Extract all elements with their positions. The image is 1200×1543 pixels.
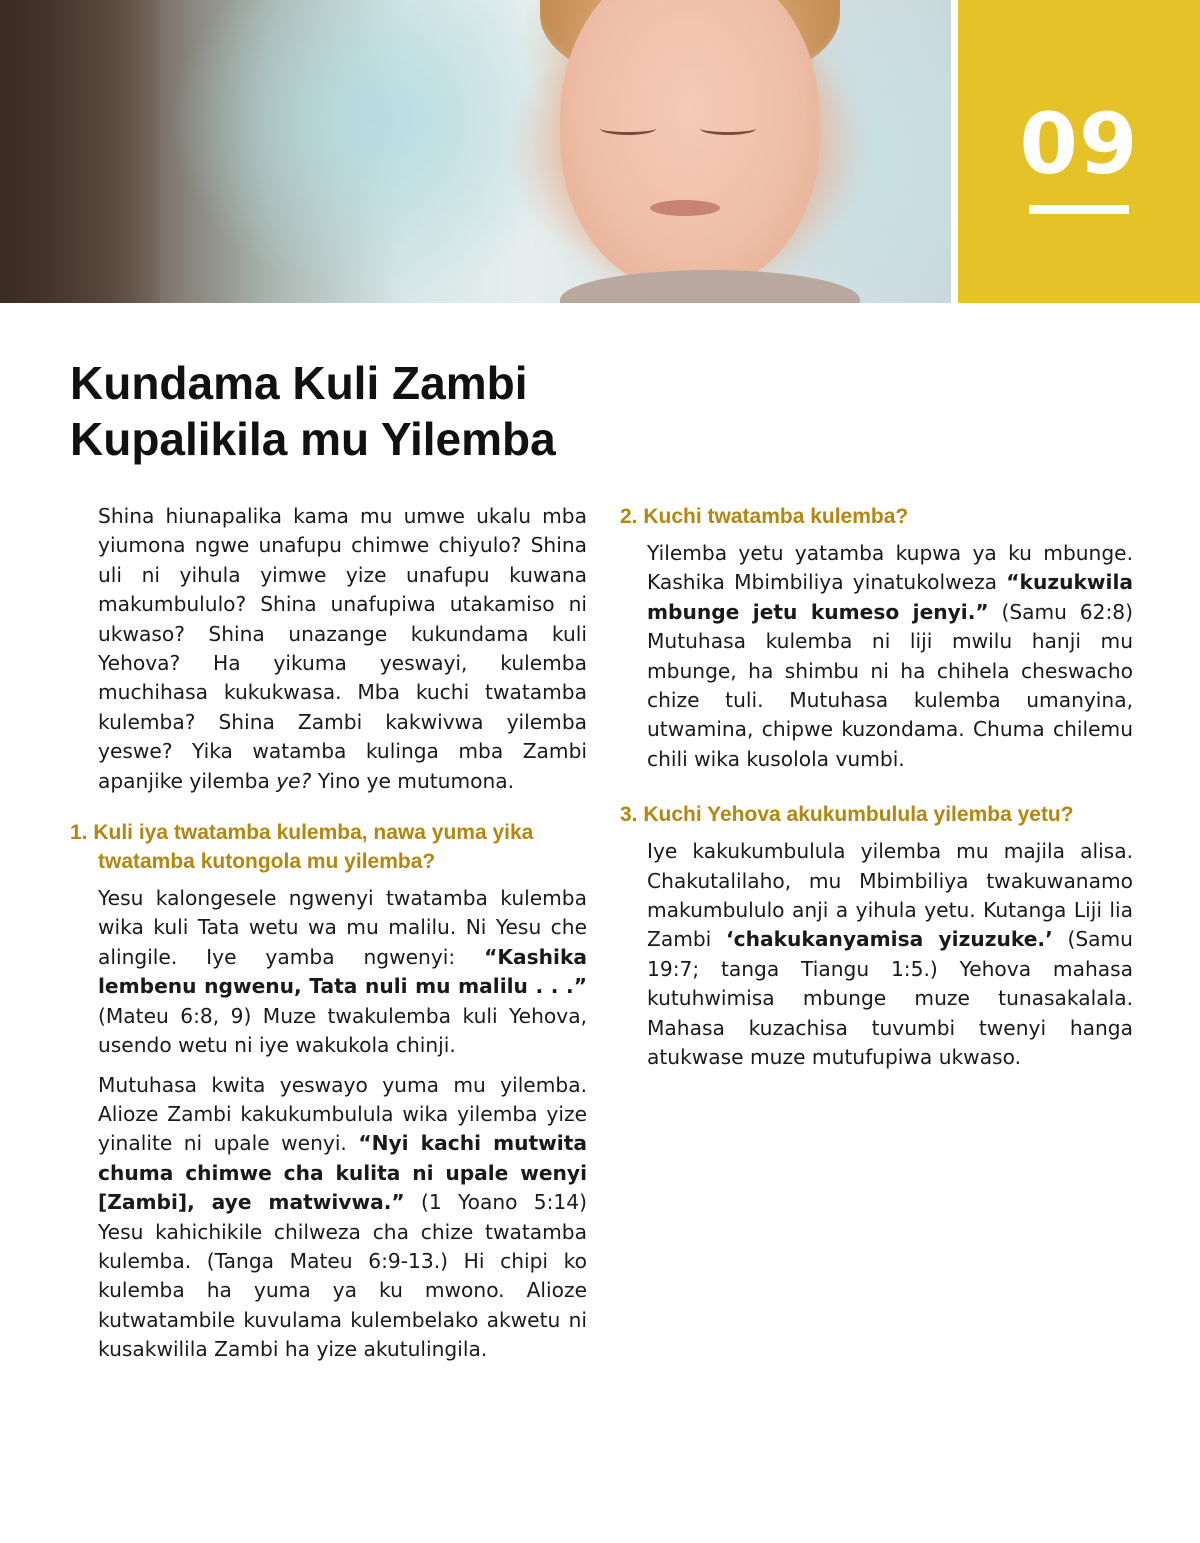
hero-background-blur: [0, 0, 160, 303]
section-1-heading: 1. Kuli iya twatamba kulemba, nawa yuma yika twatamba kutongola mu yilemba?: [70, 821, 534, 874]
text-run: (1 Yoano 5:14) Yesu kahichikile chilweza cha chize twatamba kulemba. (Tanga Mateu 6:9-13.) Hi chipi ko kulemba ha yuma ya ku mwono. Alioze kutwatambile kuvulama kulembelako akwetu ni kusakwilila Zambi ha yize akutulingila.: [98, 1190, 587, 1362]
section-1-paragraph-1: [98, 884, 587, 1060]
text-run: (Samu 62:8) Mutuhasa kulemba ni liji mwilu hanji mu mbunge, ha shimbu ni ha chihela cheswacho chize tuli. Mutuhasa kulemba umanyina, utwamina, chipwe kuzondama. Chuma chilemu chili wika kusolola vumbi.: [647, 599, 1133, 771]
hero-photo: [0, 0, 951, 303]
right-column: [620, 502, 1133, 1083]
page-title-line2: Kupalikila mu Yilemba: [70, 413, 556, 465]
intro-paragraph: [98, 502, 587, 796]
scripture-quote: “Nyi kachi mutwita chuma chimwe cha kulita ni upale wenyi [Zambi], aye matwivwa.”: [98, 1131, 587, 1215]
scripture-quote: ‘chakukanyamisa yizuzuke.’: [725, 927, 1053, 952]
hero-eye-right: [700, 122, 756, 135]
section-3-heading: 3. Kuchi Yehova akukumbulula yilemba yetu?: [620, 803, 1074, 827]
lesson-number-underline: [1029, 205, 1129, 214]
lesson-number-badge: [958, 0, 1200, 303]
section-2-heading: 2. Kuchi twatamba kulemba?: [620, 505, 909, 528]
text-run: Iye kakukumbulula yilemba mu majila alisa. Chakutalilaho, mu Mbimbiliya twakuwanamo makumbululo anji a yihula yetu. Kutanga Liji lia Zambi: [647, 839, 1133, 952]
section-3-paragraph-1: [647, 837, 1133, 1072]
hero-eye-left: [600, 122, 656, 135]
page-title: [70, 355, 870, 467]
hero-face: [560, 0, 820, 290]
page-title-line1: Kundama Kuli Zambi: [70, 357, 528, 409]
section-1-paragraph-2: [98, 1071, 587, 1365]
intro-text-b: Yino ye mutumona.: [311, 768, 515, 793]
text-run: Yilemba yetu yatamba kupwa ya ku mbunge. Kashika Mbimbiliya yinatukolweza: [647, 541, 1133, 595]
scripture-quote: “kuzukwila mbunge jetu kumeso jenyi.”: [647, 570, 1133, 624]
text-run: (Samu 19:7; tanga Tiangu 1:5.) Yehova mahasa kutuhwimisa mbunge muze tunasakalala. Mahasa kuzachisa tuvumbi twenyi hanga atukwase muze mutufupiwa ukwaso.: [647, 927, 1133, 1070]
text-run: Yesu kalongesele ngwenyi twatamba kulemba wika kuli Tata wetu wa mu malilu. Ni Yesu che alingile. Iye yamba ngwenyi:: [98, 886, 587, 969]
left-column: [70, 502, 587, 1375]
text-run: (Mateu 6:8, 9) Muze twakulemba kuli Yehova, usendo wetu ni iye wakukola chinji.: [98, 1003, 587, 1058]
lesson-number: 09: [1019, 95, 1139, 193]
section-2-paragraph-1: [647, 539, 1133, 774]
scripture-quote: “Kashika lembenu ngwenu, Tata nuli mu malilu . . .”: [98, 944, 587, 999]
intro-text-a: Shina hiunapalika kama mu umwe ukalu mba yiumona ngwe unafupu chimwe chiyulo? Shina uli ni yihula yimwe yize unafupu kuwana makumbululo? Shina unafupiwa utakamiso ni ukwaso? Shina unazange kukundama kuli Yehova? Ha yikuma yeswayi, kulemba muchihasa kukukwasa. Mba kuchi twatamba kulemba? Shina Zambi kakwivwa yilemba yeswe? Yika watamba kulinga mba Zambi apanjike yilemba: [98, 504, 587, 793]
hero-shirt: [560, 270, 860, 303]
hero-lips: [650, 200, 720, 216]
text-run: Mutuhasa kwita yeswayo yuma mu yilemba. Alioze Zambi kakukumbulula wika yilemba yize yinalite ni upale wenyi.: [98, 1072, 587, 1156]
intro-text-italic: ye?: [276, 768, 312, 793]
